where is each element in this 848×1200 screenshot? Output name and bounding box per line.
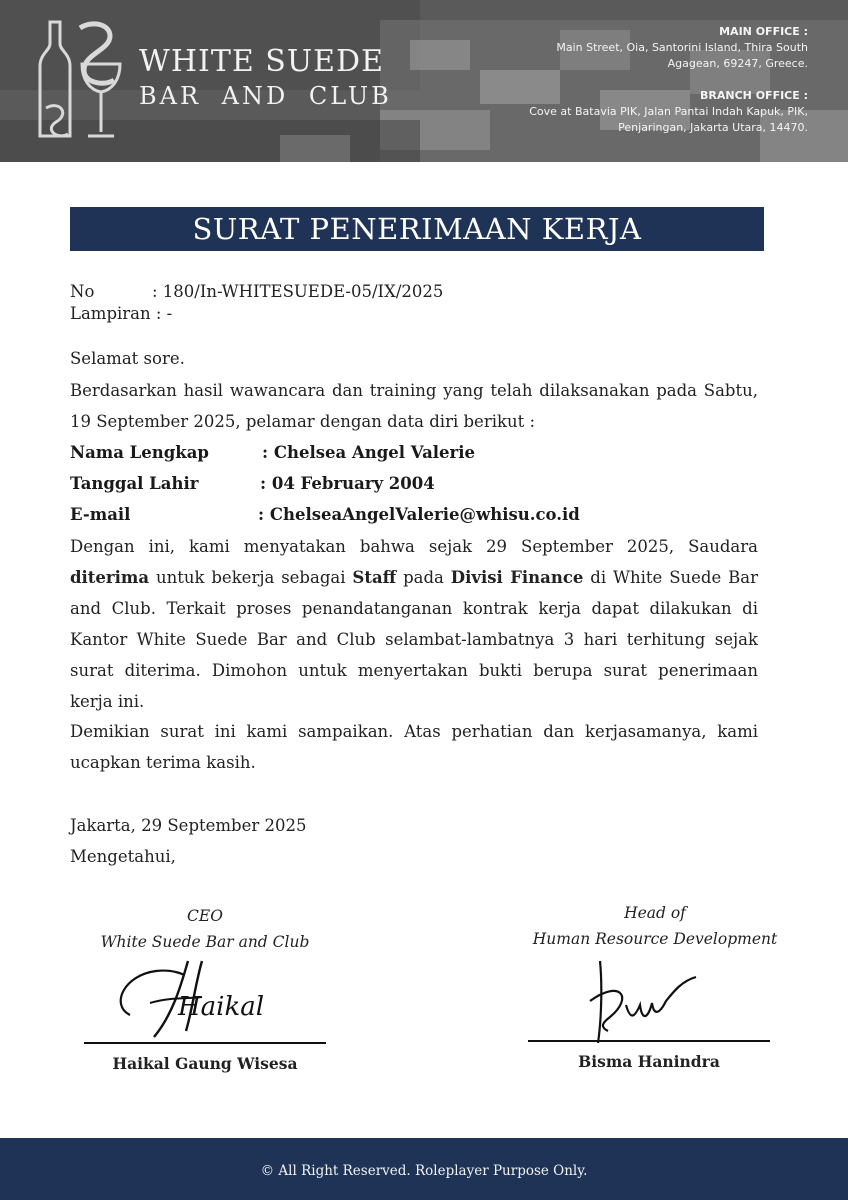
- field-label-full-name: Nama Lengkap: [70, 443, 209, 462]
- signature-haikal-text: Haikal: [178, 992, 265, 1022]
- division-emphasis: Divisi Finance: [450, 568, 584, 587]
- greeting: Selamat sore.: [70, 349, 185, 368]
- main-office-address: [556, 24, 808, 72]
- signature-line-right: [528, 1040, 770, 1042]
- number-label: No: [70, 282, 95, 301]
- field-value-birth-date: : 04 February 2004: [260, 474, 435, 493]
- document-title: SURAT PENERIMAAN KERJA: [70, 207, 764, 251]
- branch-office-line: Cove at Batavia PIK, Jalan Pantai Indah Kapuk, PIK,: [529, 105, 808, 118]
- acceptance-paragraph: [70, 531, 758, 717]
- footer-copyright: © All Right Reserved. Roleplayer Purpose Only.: [0, 1138, 848, 1200]
- signatory-left-org: White Suede Bar and Club: [100, 933, 310, 951]
- closing-paragraph: Demikian surat ini kami sampaikan. Atas perhatian dan kerjasamanya, kami ucapkan terima kasih.: [70, 722, 758, 772]
- signatory-left-name: Haikal Gaung Wisesa: [112, 1054, 298, 1073]
- main-office-title: MAIN OFFICE :: [719, 25, 808, 38]
- main-office-line: Main Street, Oia, Santorini Island, Thira South: [556, 41, 808, 54]
- signatory-right-dept: Human Resource Development: [532, 930, 778, 948]
- field-value-full-name: : Chelsea Angel Valerie: [262, 443, 476, 462]
- acceptance-text: Dengan ini, kami menyatakan bahwa sejak 29 September 2025, Saudara: [70, 537, 758, 556]
- signature-line-left: [84, 1042, 326, 1044]
- field-label-birth-date: Tanggal Lahir: [70, 474, 199, 493]
- number-value: : 180/In-WHITESUEDE-05/IX/2025: [152, 282, 444, 301]
- field-value-email: : ChelseaAngelValerie@whisu.co.id: [258, 505, 580, 524]
- branch-office-address: [529, 88, 808, 136]
- brand-subtitle: BAR AND CLUB: [139, 82, 392, 110]
- signature-bisma-image: [580, 955, 730, 1045]
- position-emphasis: Staff: [352, 568, 397, 587]
- letterhead: [0, 0, 848, 162]
- signatory-right-role: Head of: [624, 904, 686, 922]
- field-label-email: E-mail: [70, 505, 131, 524]
- wine-bottle-glass-logo-icon: [36, 18, 126, 144]
- signatory-right-title: [510, 900, 800, 952]
- main-office-line: Agagean, 69247, Greece.: [667, 57, 808, 70]
- signatory-right-name: Bisma Hanindra: [578, 1052, 720, 1071]
- acknowledged-label: Mengetahui,: [70, 847, 176, 866]
- attachment-line: Lampiran : -: [70, 304, 173, 323]
- brand-name: WHITE SUEDE: [139, 44, 384, 79]
- intro-paragraph: Berdasarkan hasil wawancara dan training yang telah dilaksanakan pada Sabtu, 19 September 2025, pelamar dengan data diri berikut :: [70, 381, 758, 431]
- accepted-emphasis: diterima: [70, 568, 150, 587]
- acceptance-text: pada: [396, 568, 451, 587]
- place-date: Jakarta, 29 September 2025: [70, 816, 307, 835]
- acceptance-text: untuk bekerja sebagai: [149, 568, 353, 587]
- branch-office-line: Penjaringan, Jakarta Utara, 14470.: [618, 121, 808, 134]
- acceptance-text: di White Suede Bar and Club. Terkait proses penandatanganan kontrak kerja dapat dilakukan di Kantor White Suede Bar and Club selambat-lambatnya 3 hari terhitung sejak surat diterima. Dimohon untuk menyertakan bukti berupa surat penerimaan kerja ini.: [70, 568, 758, 711]
- signatory-left-role: CEO: [187, 907, 223, 925]
- branch-office-title: BRANCH OFFICE :: [700, 89, 808, 102]
- signatory-left-title: [60, 903, 350, 955]
